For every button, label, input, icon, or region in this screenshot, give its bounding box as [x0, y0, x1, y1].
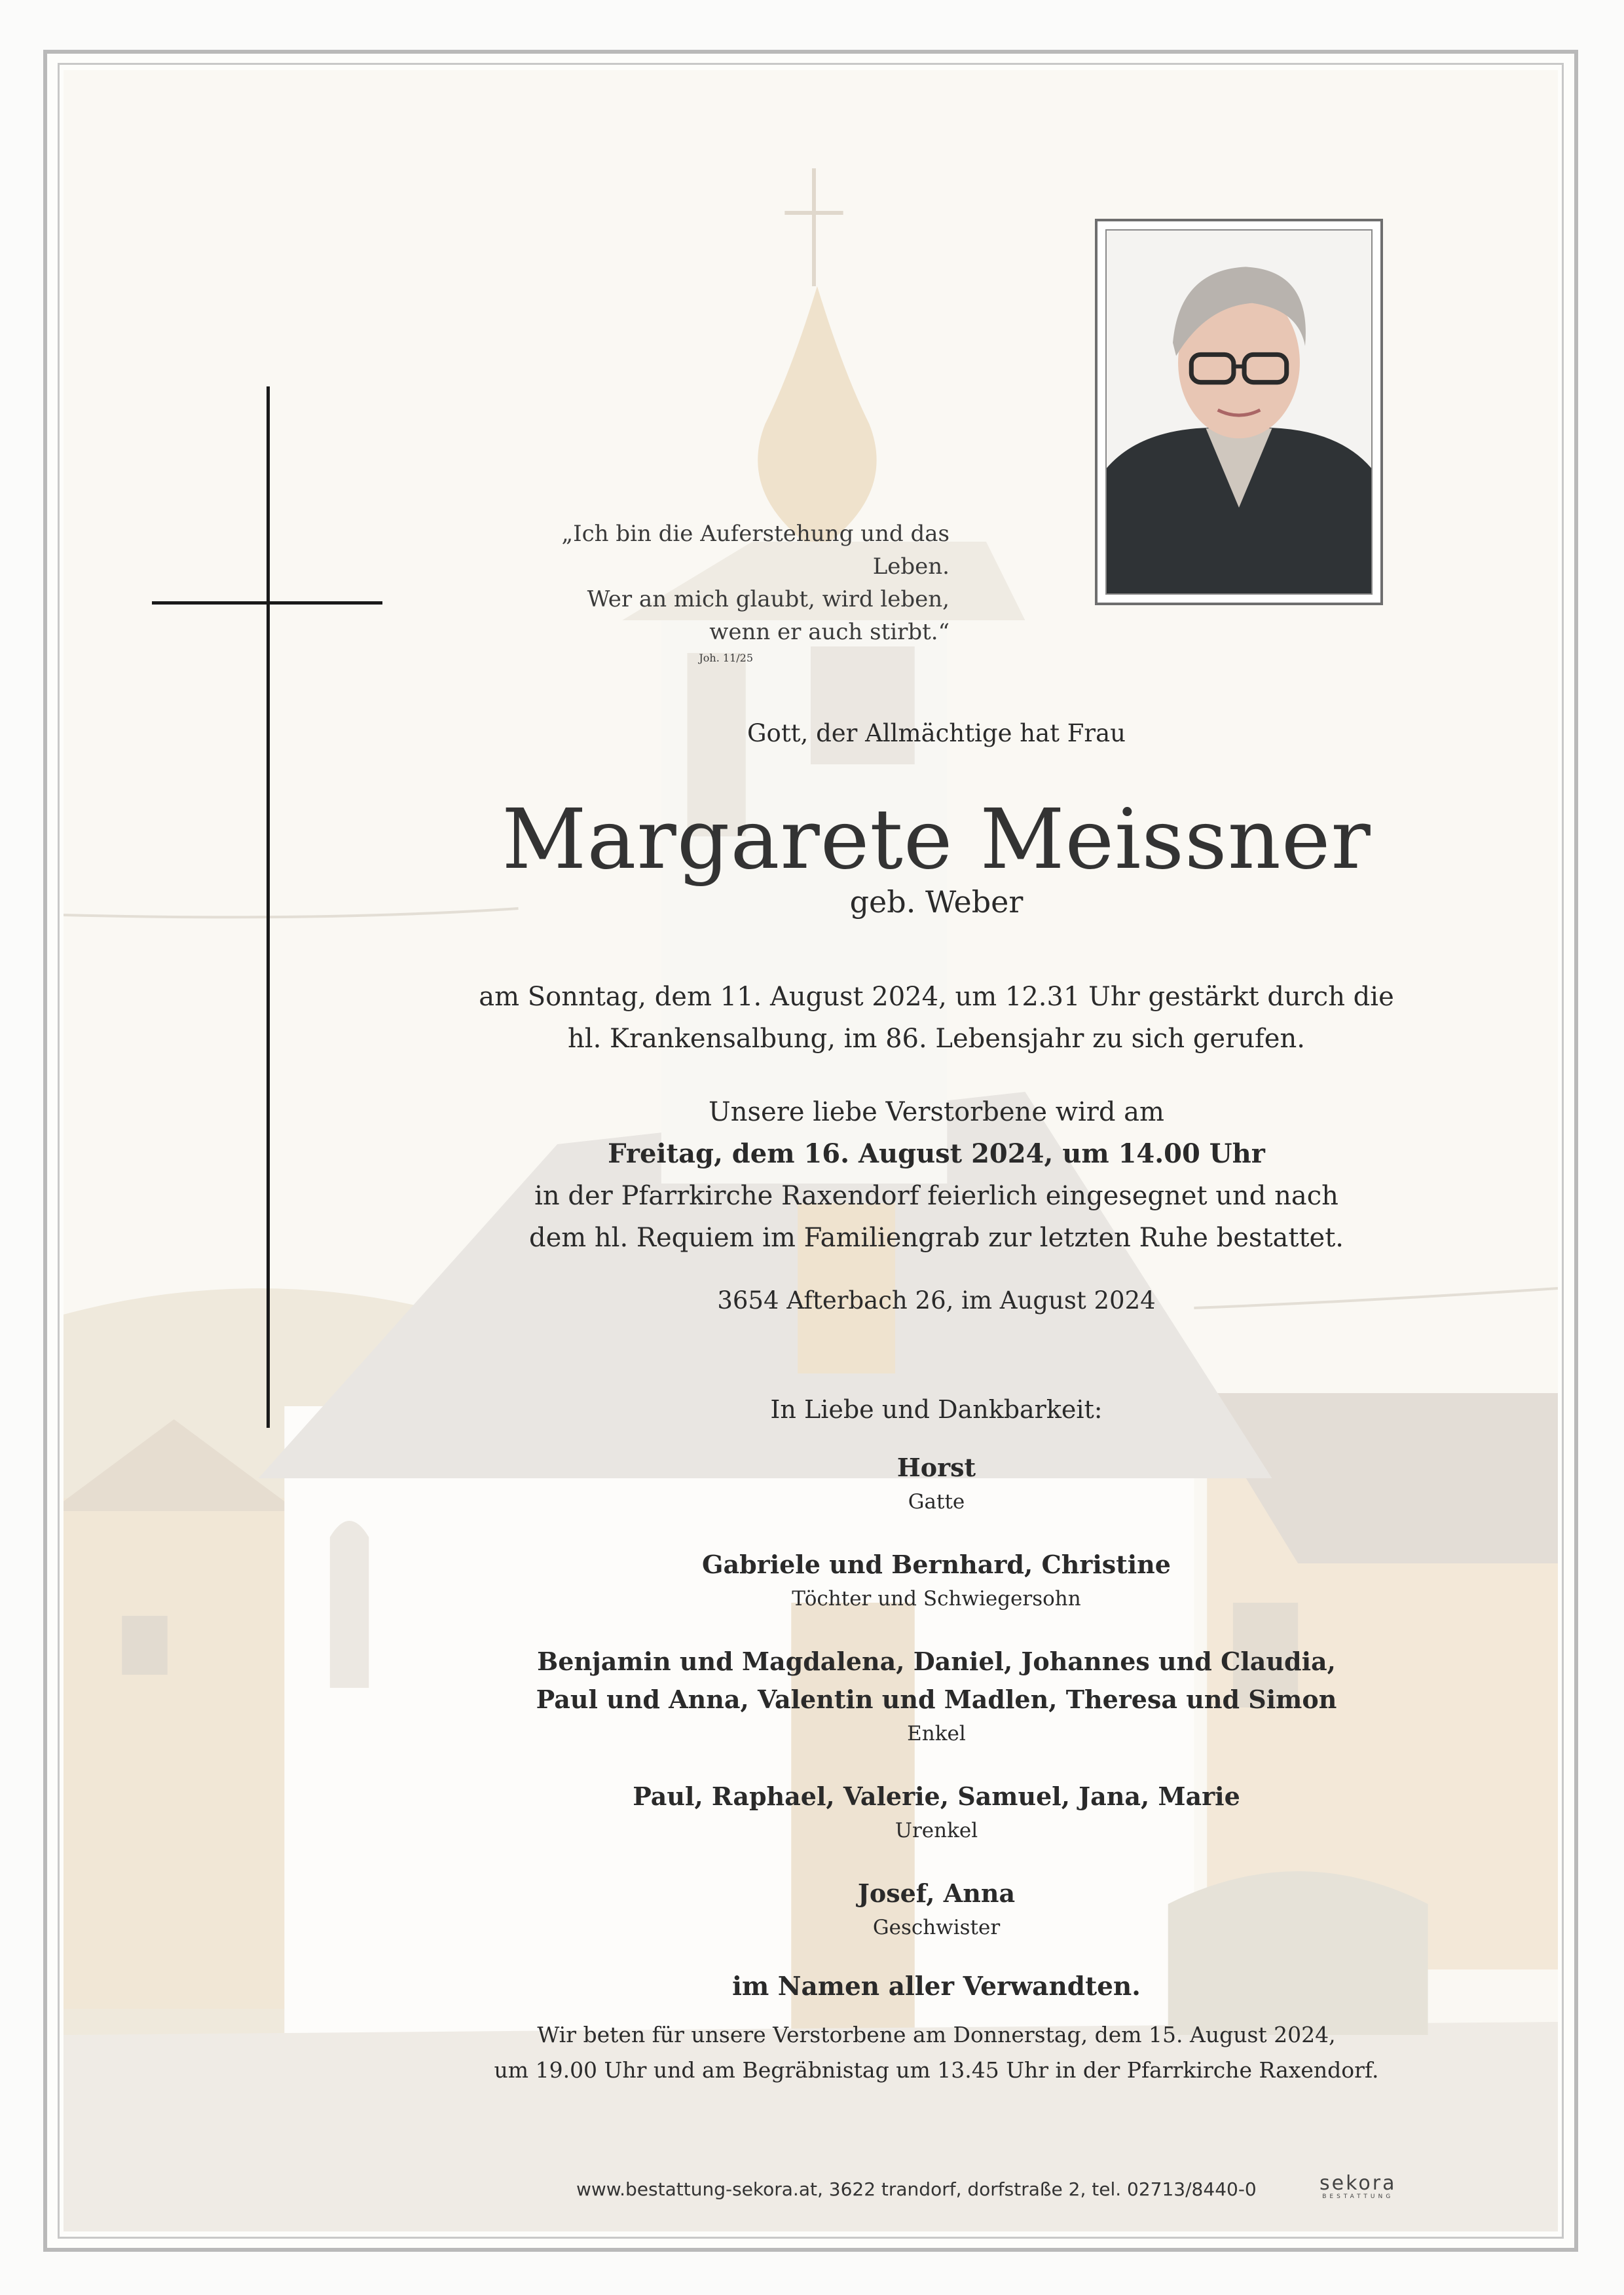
family-group — [367, 1449, 1506, 1517]
portrait-photo-inner — [1105, 229, 1373, 595]
thanks-heading: In Liebe und Dankbarkeit: — [770, 1395, 1103, 1424]
family-relation: Urenkel — [895, 1819, 978, 1842]
quote-line: Wer an mich glaubt, wird leben, — [587, 586, 950, 612]
family-relation: Töchter und Schwiegersohn — [792, 1587, 1081, 1611]
logo-wordmark: sekora — [1320, 2172, 1397, 2195]
death-line: am Sonntag, dem 11. August 2024, um 12.31 Uhr gestärkt durch die — [479, 982, 1394, 1012]
family-names: Josef, Anna — [857, 1878, 1016, 1908]
prayer-notice — [367, 2017, 1506, 2088]
family-names: Horst — [896, 1453, 976, 1482]
family-group — [367, 1875, 1506, 1943]
family-names: Benjamin und Magdalena, Daniel, Johannes und Claudia, — [537, 1647, 1336, 1676]
place-date: 3654 Afterbach 26, im August 2024 — [717, 1286, 1156, 1315]
closing-line: im Namen aller Verwandten. — [732, 1971, 1141, 2002]
cross-vertical-bar — [267, 386, 270, 1428]
family-group — [367, 1778, 1506, 1846]
maiden-name: geb. Weber — [849, 884, 1024, 920]
family-relation: Gatte — [908, 1490, 965, 1514]
family-names: Paul und Anna, Valentin und Madlen, Theresa und Simon — [536, 1685, 1337, 1714]
funeral-notice — [367, 1091, 1506, 1259]
cross-horizontal-bar — [152, 601, 382, 605]
sekora-logo — [1320, 2172, 1396, 2200]
family-group — [367, 1546, 1506, 1614]
deceased-name: Margarete Meissner — [502, 791, 1371, 887]
quote-line: wenn er auch stirbt.“ — [709, 619, 950, 645]
family-relation: Enkel — [907, 1722, 966, 1745]
prayer-line: um 19.00 Uhr und am Begräbnistag um 13.45 Uhr in der Pfarrkirche Raxendorf. — [494, 2057, 1379, 2083]
lead-text: Gott, der Allmächtige hat Frau — [747, 719, 1126, 747]
family-relation: Geschwister — [872, 1916, 1001, 1939]
logo-subtitle: BESTATTUNG — [1322, 2193, 1394, 2200]
quote-line: „Ich bin die Auferstehung und das Leben. — [561, 521, 950, 580]
funeral-line: in der Pfarrkirche Raxendorf feierlich eingesegnet und nach — [534, 1181, 1338, 1211]
funeral-home-footer: www.bestattung-sekora.at, 3622 trandorf, dorfstraße 2, tel. 02713/8440-0 — [576, 2178, 1257, 2200]
death-notice — [367, 976, 1506, 1060]
quote-reference: Joh. 11/25 — [699, 652, 753, 664]
family-names: Paul, Raphael, Valerie, Samuel, Jana, Marie — [633, 1782, 1240, 1811]
funeral-line: dem hl. Requiem im Familiengrab zur letzten Ruhe bestattet. — [528, 1223, 1344, 1253]
family-names: Gabriele und Bernhard, Christine — [702, 1550, 1171, 1579]
scripture-quote — [524, 517, 950, 668]
funeral-date: Freitag, dem 16. August 2024, um 14.00 Uhr — [608, 1138, 1265, 1169]
family-group — [367, 1643, 1506, 1749]
family-list — [367, 1449, 1506, 2002]
prayer-line: Wir beten für unsere Verstorbene am Donnerstag, dem 15. August 2024, — [537, 2022, 1336, 2047]
portrait-photo — [1095, 219, 1383, 605]
death-line: hl. Krankensalbung, im 86. Lebensjahr zu sich gerufen. — [568, 1024, 1305, 1054]
funeral-intro: Unsere liebe Verstorbene wird am — [709, 1097, 1164, 1127]
